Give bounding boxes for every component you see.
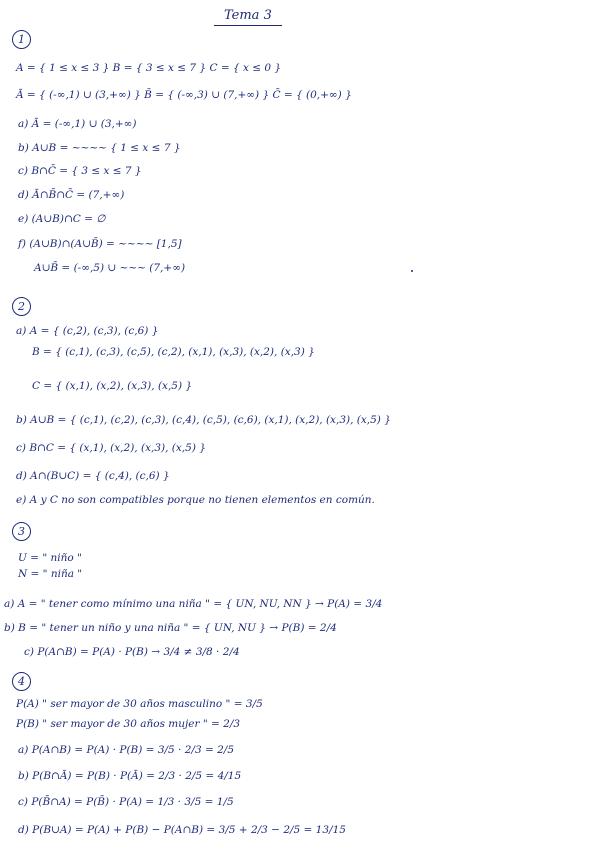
page-title: Tema 3 xyxy=(214,8,282,26)
s1-line-3: a) Ā = (-∞,1) ∪ (3,+∞) xyxy=(18,118,137,130)
s3-line-4: b) B = " tener un niño y una niña " = { UN, NU } → P(B) = 2/4 xyxy=(4,622,337,634)
s1-line-1: A = { 1 ≤ x ≤ 3 } B = { 3 ≤ x ≤ 7 } C = { x ≤ 0 } xyxy=(16,62,282,74)
s3-line-1: U = " niño " xyxy=(18,552,82,564)
s4-line-6: d) P(B∪A) = P(A) + P(B) − P(A∩B) = 3/5 + 2/3 − 2/5 = 13/15 xyxy=(18,824,346,836)
s2-line-2: B = { (c,1), (c,3), (c,5), (c,2), (x,1), (x,3), (x,2), (x,3) } xyxy=(32,346,315,358)
section-number-2: 2 xyxy=(12,297,31,316)
section-number-1: 1 xyxy=(12,30,31,49)
s1-line-9: A∪B̄ = (-∞,5) ∪ ~~~ (7,+∞) xyxy=(34,262,186,274)
s4-line-5: c) P(B̄∩A) = P(B̄) · P(A) = 1/3 · 3/5 = 1/5 xyxy=(18,796,234,808)
section-number-3: 3 xyxy=(12,522,31,541)
s2-line-1: a) A = { (c,2), (c,3), (c,6) } xyxy=(16,325,159,337)
s2-line-7: e) A y C no son compatibles porque no tienen elementos en común. xyxy=(16,494,375,506)
s4-line-4: b) P(B∩Ā) = P(B) · P(Ā) = 2/3 · 2/5 = 4/15 xyxy=(18,770,242,782)
s4-line-1: P(A) " ser mayor de 30 años masculino " = 3/5 xyxy=(16,698,263,710)
s3-line-5: c) P(A∩B) = P(A) · P(B) → 3/4 ≠ 3/8 · 2/4 xyxy=(24,646,240,658)
s3-line-3: a) A = " tener como mínimo una niña " = { UN, NU, NN } → P(A) = 3/4 xyxy=(4,598,383,610)
s1-line-5: c) B∩C̄ = { 3 ≤ x ≤ 7 } xyxy=(18,165,142,177)
s3-line-2: N = " niña " xyxy=(18,568,83,580)
s2-line-6: d) A∩(B∪C) = { (c,4), (c,6) } xyxy=(16,470,170,482)
section-number-4: 4 xyxy=(12,672,31,691)
s4-line-2: P(B) " ser mayor de 30 años mujer " = 2/3 xyxy=(16,718,241,730)
s2-line-5: c) B∩C = { (x,1), (x,2), (x,3), (x,5) } xyxy=(16,442,206,454)
s2-line-3: C = { (x,1), (x,2), (x,3), (x,5) } xyxy=(32,380,193,392)
s4-line-3: a) P(A∩B) = P(A) · P(B) = 3/5 · 2/3 = 2/5 xyxy=(18,744,235,756)
s1-line-6: d) Ā∩B̄∩C̄ = (7,+∞) xyxy=(18,189,125,201)
s1-line-2: Ā = { (-∞,1) ∪ (3,+∞) } B̄ = { (-∞,3) ∪ (7,+∞) } C̄ = { (0,+∞) } xyxy=(16,89,352,101)
s1-line-8: f) (A∪B)∩(A∪B̄) = ~~~~ [1,5] xyxy=(18,238,182,250)
s2-line-4: b) A∪B = { (c,1), (c,2), (c,3), (c,4), (c,5), (c,6), (x,1), (x,2), (x,3), (x,5) } xyxy=(16,414,391,426)
s1-line-4: b) A∪B = ~~~~ { 1 ≤ x ≤ 7 } xyxy=(18,142,181,154)
s1-line-7: e) (A∪B)∩C = ∅ xyxy=(18,213,106,225)
ink-dot xyxy=(411,270,413,272)
